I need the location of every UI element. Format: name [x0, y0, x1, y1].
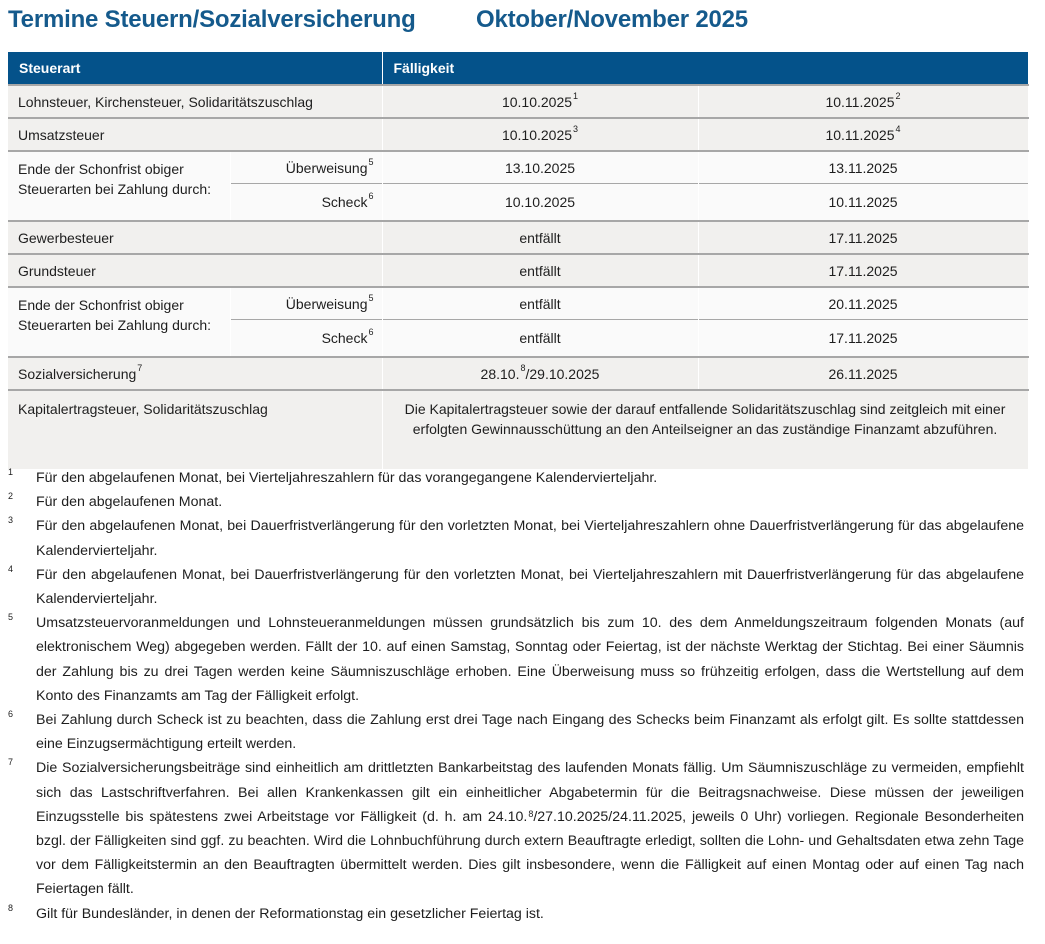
kapitalertragsteuer-note: Die Kapitalertragsteuer sowie der darauf entfallende Solidaritätszuschlag sind zeitgleich mit einer erfolgten Gewinnausschüttung an den Anteilseigner an das zuständige Finanzamt abzuführen. — [382, 390, 1028, 469]
footnote-2: 2 Für den abgelaufenen Monat. — [8, 490, 1024, 514]
footnote-ref: 5 — [368, 292, 374, 303]
date-november: 17.11.2025 — [698, 254, 1028, 287]
payment-method-label: Überweisung$^5$ — [230, 151, 382, 184]
date-october: entfällt — [382, 320, 698, 358]
tax-deadlines-table — [8, 52, 1029, 469]
payment-method-label: Scheck$^6$ — [230, 320, 382, 358]
footnote-1: 1 Für den abgelaufenen Monat, bei Vierteljahreszahlern für das vorangegangene Kalendervierteljahr. — [8, 466, 1024, 490]
table-row-gewerbesteuer — [8, 221, 1028, 254]
footnote-ref: 4 — [895, 123, 901, 134]
table-row-schonfrist2-ueberweisung — [8, 287, 1028, 320]
date-october: 28.10.$^8$/29.10.2025 — [382, 357, 698, 390]
date-october: entfällt — [382, 287, 698, 320]
table-row-kapitalertragsteuer — [8, 390, 1028, 469]
row-label: Grundsteuer — [8, 254, 382, 287]
footnote-ref: 3 — [573, 123, 579, 134]
header-faelligkeit: Fälligkeit — [382, 52, 1028, 85]
date-october: entfällt — [382, 221, 698, 254]
footnote-6: 6 Bei Zahlung durch Scheck ist zu beachten, dass die Zahlung erst drei Tage nach Eingang des Schecks beim Finanzamt als erfolgt gilt. Es sollte stattdessen eine Einzugsermächtigung erteilt werden. — [8, 708, 1024, 756]
row-label: Sozialversicherung$^7$ — [8, 357, 382, 390]
date-october: 13.10.2025 — [382, 151, 698, 184]
date-october: entfällt — [382, 254, 698, 287]
row-label: Gewerbesteuer — [8, 221, 382, 254]
footnote-ref: 6 — [368, 327, 374, 337]
date-november: 13.11.2025 — [698, 151, 1028, 184]
table-row-schonfrist-ueberweisung — [8, 151, 1028, 184]
footnote-number: 3 — [8, 515, 14, 526]
footnote-ref: 8 — [520, 362, 526, 373]
date-october: 10.10.2025$^1$ — [382, 85, 698, 118]
footnotes — [8, 466, 1024, 926]
header-steuerart: Steuerart — [8, 52, 382, 85]
row-label: Ende der Schonfrist obiger Steuerarten bei Zahlung durch: — [8, 287, 230, 357]
title-period: Oktober/November 2025 — [476, 6, 748, 33]
footnote-7: 7 Die Sozialversicherungsbeiträge sind einheitlich am drittletzten Bankarbeitstag des laufenden Monats fällig. Um Säumniszuschläge zu vermeiden, empfiehlt sich das Lastschriftverfahren. Bei allen Krankenkassen gilt ein einheitlicher Abgabetermin für die Beitragsnachweise. Diese müssen der jeweiligen Einzugsstelle bis spätestens zwei Arbeitstage vor Fälligkeit (d. h. am 24.10.$^8$/27.10.2025/24.11.2025, jeweils 0 Uhr) vorliegen. Regionale Besonderheiten bzgl. der Fälligkeiten sind ggf. zu beachten. Wird die Lohnbuchführung durch extern Beauftragte erledigt, sollten die Lohn- und Gehaltsdaten etwa zehn Tage vor dem Fälligkeitstermin an den Beauftragten übermittelt werden. Dies gilt insbesondere, wenn die Fälligkeit auf einen Montag oder auf einen Tag nach Feiertagen fällt. — [8, 756, 1024, 901]
date-november: 10.11.2025$^2$ — [698, 85, 1028, 118]
payment-method-label: Scheck$^6$ — [230, 184, 382, 222]
date-november: 17.11.2025 — [698, 320, 1028, 358]
footnote-number: 8 — [8, 902, 14, 913]
footnote-number: 6 — [8, 709, 14, 720]
table-row-umsatzsteuer — [8, 118, 1028, 151]
footnote-ref: 7 — [137, 362, 143, 373]
date-november: 26.11.2025 — [698, 357, 1028, 390]
table-row-grundsteuer — [8, 254, 1028, 287]
footnote-number: 2 — [8, 491, 14, 502]
row-label: Umsatzsteuer — [8, 118, 382, 151]
footnote-number: 5 — [8, 612, 14, 623]
date-november: 10.11.2025$^4$ — [698, 118, 1028, 151]
footnote-4: 4 Für den abgelaufenen Monat, bei Dauerfristverlängerung für den vorletzten Monat, bei Vierteljahreszahlern mit Dauerfristverlängerung für das abgelaufene Kalendervierteljahr. — [8, 563, 1024, 611]
footnote-number: 4 — [8, 563, 14, 574]
footnote-ref: 6 — [368, 191, 374, 201]
footnote-ref: 2 — [895, 90, 901, 101]
date-november: 20.11.2025 — [698, 287, 1028, 320]
table-row-sozialversicherung — [8, 357, 1028, 390]
date-october: 10.10.2025 — [382, 184, 698, 222]
footnote-ref: 8 — [528, 808, 534, 819]
date-october: 10.10.2025$^3$ — [382, 118, 698, 151]
row-label: Kapitalertragsteuer, Solidaritätszuschlag — [8, 390, 382, 469]
date-november: 10.11.2025 — [698, 184, 1028, 222]
footnote-8: 8 Gilt für Bundesländer, in denen der Reformationstag ein gesetzlicher Feiertag ist. — [8, 902, 1024, 926]
table-row-lohnsteuer — [8, 85, 1028, 118]
title-main: Termine Steuern/Sozialversicherung — [8, 6, 416, 33]
table-header-row — [8, 52, 1028, 85]
row-label: Lohnsteuer, Kirchensteuer, Solidaritätszuschlag — [8, 85, 382, 118]
footnote-number: 1 — [8, 467, 14, 477]
payment-method-label: Überweisung$^5$ — [230, 287, 382, 320]
footnote-ref: 1 — [573, 90, 579, 101]
row-label: Ende der Schonfrist obiger Steuerarten bei Zahlung durch: — [8, 151, 230, 221]
footnote-5: 5 Umsatzsteuervoranmeldungen und Lohnsteueranmeldungen müssen grundsätzlich bis zum 10. des dem Anmeldungszeitraum folgenden Monats (auf elektronischem Weg) abgegeben werden. Fällt der 10. auf einen Samstag, Sonntag oder Feiertag, ist der nächste Werktag der Stichtag. Bei einer Säumnis der Zahlung bis zu drei Tagen werden keine Säumniszuschläge erhoben. Eine Überweisung muss so frühzeitig erfolgen, dass die Wertstellung auf dem Konto des Finanzamts am Tag der Fälligkeit erfolgt. — [8, 611, 1024, 708]
footnote-number: 7 — [8, 757, 14, 768]
footnote-ref: 5 — [368, 156, 374, 167]
footnote-3: 3 Für den abgelaufenen Monat, bei Dauerfristverlängerung für den vorletzten Monat, bei Vierteljahreszahlern ohne Dauerfristverlängerung für das abgelaufene Kalendervierteljahr. — [8, 514, 1024, 562]
date-november: 17.11.2025 — [698, 221, 1028, 254]
